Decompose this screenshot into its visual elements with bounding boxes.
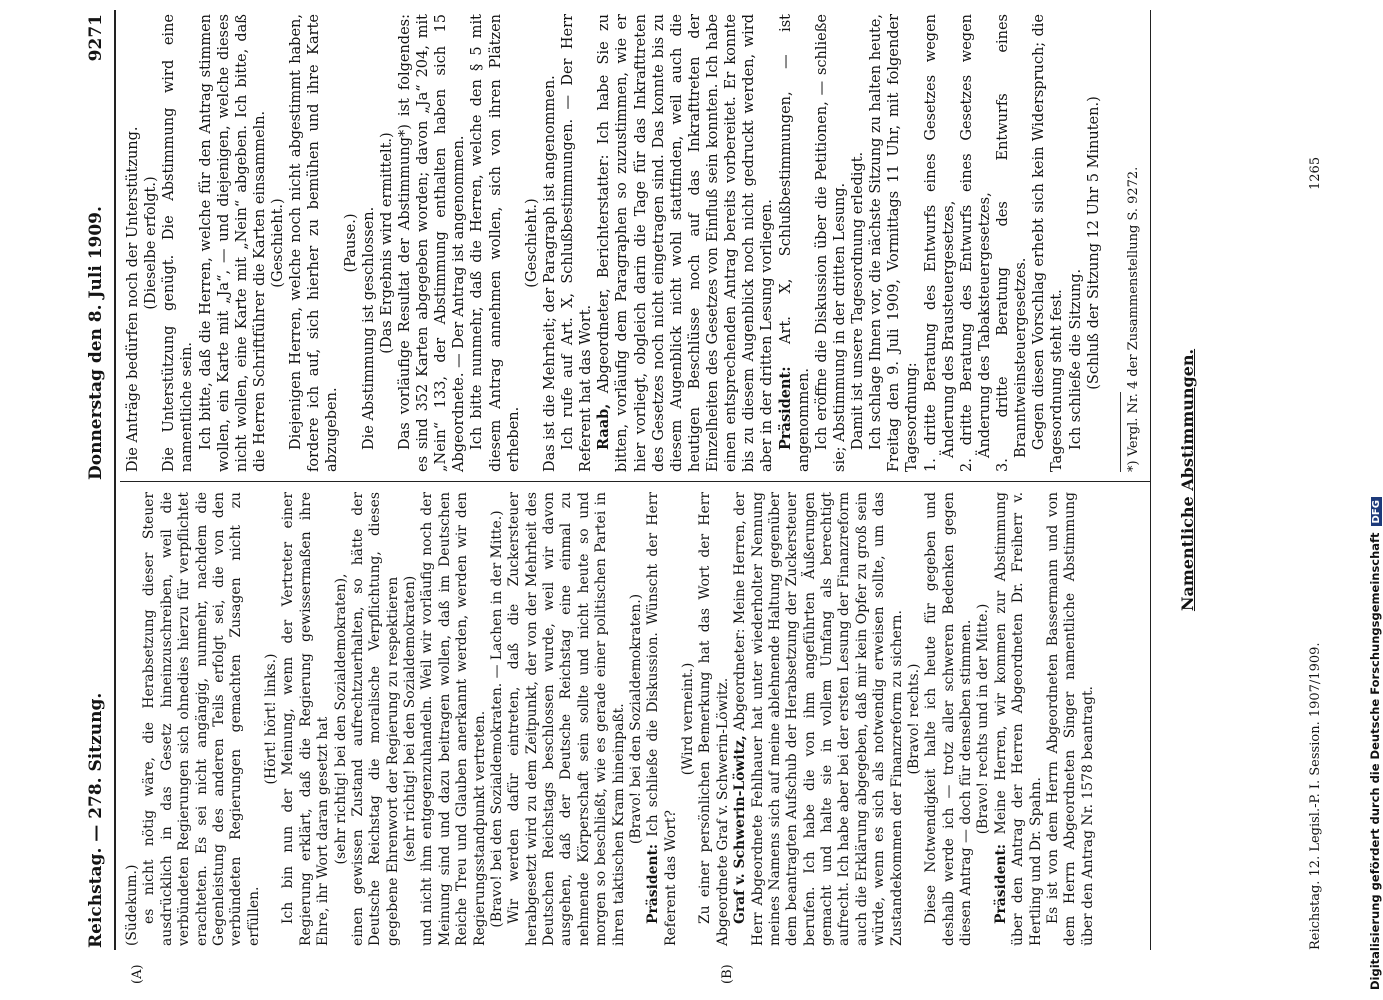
- stage-direction: (Bravo! rechts und in der Mitte.): [975, 603, 992, 835]
- paragraph: Die Anträge bedürfen noch der Unterstützung.: [125, 126, 141, 472]
- footnote-rule: [1120, 392, 1121, 472]
- page-header: [80, 10, 114, 950]
- stage-direction: (sehr richtig! bei den Sozialdemokraten): [402, 575, 418, 863]
- agenda-item: 2. dritte Beratung des Entwurfs eines Gesetzes wegen Änderung des Tabaksteuergesetzes,: [958, 14, 993, 472]
- paragraph: (Südekum.): [124, 864, 140, 946]
- paragraph: Das ist die Mehrheit; der Paragraph ist angenommen.: [541, 75, 558, 472]
- paragraph: Ich bitte nunmehr, daß die Herren, welche den § 5 mit diesem Antrag annehmen wollen, sich von ihren Plätzen erheben.: [469, 14, 522, 472]
- speech-text: Ich schließe die Diskussion. Wünscht der Herr Referent das Wort?: [645, 492, 679, 946]
- paragraph: Ich bin nun der Meinung, wenn der Vertreter einer Regierung erklärt, daß die Regierung gewissermaßen ihre Ehre, ihr Wort daran gesetzt hat: [280, 492, 332, 946]
- paragraph: und nicht ihm entgegenzuhandeln. Weil wir vorläufig noch der Meinung sind und dazu beitragen wollen, daß im Deutschen Reiche Treu und Glauben anerkannt werden, werden wir den Regierungsstandpunkt vertreten.: [419, 492, 488, 946]
- speech-text: Abgeordneter: Meine Herren, der Herr Abgeordnete Fehlhauer hat unter wiederholter Nennung meines Namens sich auf meine ablehnende Haltung gegenüber dem beantragten Aufschub der Herabsetzung der Zuckersteuer berufen. Ich habe die von ihm angeführten Äußerungen gemacht und halte sie in vollem Umfang als berechtigt aufrecht. Ich habe aber bei der ersten Lesung der Finanzreform auch die Erklärung abgegeben, daß mir kein Opfer zu groß sein würde, wenn es sich als notwendig erweisen sollte, um das Zustandekommen der Finanzreform zu sichern.: [732, 492, 905, 946]
- rotated-page: [80, 10, 1330, 984]
- appendix-rule: [1150, 10, 1151, 950]
- speaker-name: Raab,: [595, 403, 613, 450]
- speech-paragraph: [777, 14, 813, 472]
- paragraph: Damit ist unsere Tagesordnung erledigt.: [850, 151, 866, 450]
- agenda-item: 3. dritte Beratung des Entwurfs eines Branntweinsteuergesetzes.: [995, 14, 1030, 472]
- paragraph: Gegen diesen Vorschlag erhebt sich kein Widerspruch; die Tagesordnung steht fest.: [1031, 14, 1066, 472]
- speech-paragraph: [645, 492, 680, 946]
- header-right: Donnerstag den 8. Juli 1909.: [86, 206, 106, 480]
- stage-direction: (Bravo! bei den Sozialdemokraten.): [627, 593, 644, 845]
- paragraph: Wir werden dafür eintreten, daß die Zuckersteuer herabgesetzt wird zu dem Zeitpunkt, der von der Mehrheit des Deutschen Reichstags beschlossen wurde, weil wir davon ausgehen, daß der Deutsche Reichstag eine einmal zu nehmende Körperschaft sein sollte und nicht heute so und morgen so beschließt, wie es gerade einer politischen Partei in ihren taktischen Kram hineinpaßt.: [506, 492, 627, 946]
- column-divider: [120, 481, 1150, 482]
- appendix-title: Namentliche Abstimmungen.: [1178, 348, 1197, 612]
- stage-direction: (sehr richtig! bei den Sozialdemokraten),: [332, 573, 349, 865]
- stage-direction: (Geschieht.): [523, 198, 540, 288]
- page-number: 9271: [86, 14, 106, 62]
- speaker-name: Präsident:: [992, 843, 1009, 924]
- stage-direction: (Bravo! rechts.): [905, 663, 922, 775]
- agenda-item: 1. dritte Beratung des Entwurfs eines Gesetzes wegen Änderung des Brausteuergesetzes,: [922, 14, 957, 472]
- paragraph: Es ist von dem Herrn Abgeordneten Bassermann und von dem Herrn Abgeordneten Singer namentliche Abstimmung über den Antrag Nr. 1578 beantragt.: [1044, 492, 1096, 946]
- paragraph: Ich eröffne die Diskussion über die Petitionen, — schließe sie; Abstimmung in der dritten Lesung.: [813, 14, 848, 472]
- speech-paragraph: [993, 492, 1045, 946]
- stage-direction: (Das Ergebnis wird ermittelt.): [378, 132, 395, 354]
- paragraph: Das vorläufige Resultat der Abstimmung*) ist folgendes: es sind 352 Karten abgegeben worden; davon „Ja“ 204, mit „Nein“ 133, der Abstimmung enthalten haben sich 15 Abgeordnete. — Der Antrag ist angenommen.: [396, 14, 468, 472]
- speaker-name: Präsident:: [645, 843, 662, 924]
- margin-letter-a: (A): [130, 964, 145, 984]
- stage-direction: (Hört! hört! links.): [263, 653, 279, 785]
- left-column: [124, 492, 1097, 946]
- paragraph: es nicht nötig wäre, die Herabsetzung dieser Steuer ausdrücklich in das Gesetz hineinzuschreiben, weil die verbündeten Regierungen sich ohnedies hierzu für verpflichtet erachteten. Es sei nicht angängig, nunmehr, nachdem die Gegenleistung des anderen Teils erfolgt sei, die von den verbündeten Regierungen gemachten Zusagen nicht zu erfüllen.: [141, 492, 262, 946]
- paragraph: Die Unterstützung genügt. Die Abstimmung wird eine namentliche sein.: [161, 14, 196, 472]
- stage-direction: (Schluß der Sitzung 12 Uhr 5 Minuten.): [1085, 96, 1102, 390]
- footnote: *) Vergl. Nr. 4 der Zusammenstellung S. 9272.: [1126, 166, 1141, 472]
- paragraph: Diejenigen Herren, welche noch nicht abgestimmt haben, fordere ich auf, sich hierher zu bemühen und ihre Karte abzugeben.: [288, 14, 341, 472]
- stage-direction: (Wird verneint.): [680, 662, 696, 776]
- header-rule: [114, 10, 116, 950]
- paragraph: einen gewissen Zustand aufrechtzuerhalten, so hätte der Deutsche Reichstag die moralische Verpflichtung, dieses gegebene Ehrenwort der Regierung zu respektieren: [349, 492, 401, 946]
- speech-paragraph: [732, 492, 906, 946]
- paragraph: Ich rufe auf Art. X, Schlußbestimmungen. — Der Herr Referent hat das Wort.: [560, 14, 595, 472]
- speaker-name: Graf v. Schwerin-Löwitz,: [732, 735, 749, 924]
- digitization-notice: [1368, 0, 1382, 990]
- speech-text: Art. X, Schlußbestimmungen, — ist angenommen.: [777, 14, 812, 472]
- speech-text: Meine Herren, wir kommen zur Abstimmung über den Antrag der Herren Abgeordneten Dr. Freiherr v. Hertling und Dr. Spahn.: [992, 492, 1044, 946]
- paragraph: Zu einer persönlichen Bemerkung hat das Wort der Herr Abgeordnete Graf v. Schwerin-Löwitz.: [697, 492, 731, 946]
- paragraph: Die Abstimmung ist geschlossen.: [360, 206, 377, 450]
- speaker-name: Präsident:: [776, 366, 794, 450]
- stage-direction: (Bravo! bei den Sozialdemokraten. — Lachen in der Mitte.): [488, 510, 505, 928]
- paragraph: Diese Notwendigkeit halte ich heute für gegeben und deshalb werde ich — trotz aller schweren Bedenken gegen diesen Antrag — doch für denselben stimmen.: [923, 492, 974, 946]
- right-column: [124, 14, 1103, 472]
- digitization-text: Digitalisierung gefördert durch die Deutsche Forschungsgemeinschaft: [1368, 532, 1382, 990]
- stage-direction: (Pause.): [342, 213, 359, 273]
- paragraph: Ich bitte, daß die Herren, welche für den Antrag stimmen wollen, ein Karte mit „Ja“, — und diejenigen, welche dieses nicht wollen, eine Karte mit „Nein“ abgeben. Ich bitte, daß die Herren Schriftführer die Karten einsammeln.: [197, 14, 268, 472]
- footer-right: 1265: [1308, 156, 1323, 190]
- paragraph: Ich schließe die Sitzung.: [1067, 268, 1084, 450]
- speech-paragraph: [595, 14, 776, 472]
- stage-direction: (Dieselbe erfolgt.): [143, 176, 160, 310]
- speech-text: Abgeordneter, Berichterstatter: Ich habe Sie zu bitten, vorläufig dem Paragraphen so zuzustimmen, wie er hier vorliegt, obgleich darin die Tage für das Inkrafttreten des Gesetzes noch nicht eingetragen sind. Das konnte bis zu diesem Augenblick nicht wohl stattfinden, weil auch die heutigen Beschlüsse noch auf das Inkrafttreten der Einzelheiten des Gesetzes von Einfluß sein konnten. Ich habe einen entsprechenden Antrag bereits vorbereitet. Er konnte bis zu diesem Augenblick noch nicht gedruckt werden, wird aber in der dritten Lesung vorliegen.: [596, 14, 776, 472]
- paragraph: Ich schlage Ihnen vor, die nächste Sitzung zu halten heute, Freitag den 9. Juli 1909, Vormittags 11 Uhr, mit folgender Tagesordnung:: [868, 14, 921, 472]
- header-left: Reichstag. — 278. Sitzung.: [86, 692, 106, 948]
- margin-letter-b: (B): [720, 964, 735, 984]
- footer-left: Reichstag. 12. Legisl.-P. I. Session. 1907/1909.: [1308, 642, 1323, 950]
- dfg-logo: DFG: [1371, 497, 1382, 526]
- stage-direction: (Geschieht.): [270, 198, 286, 288]
